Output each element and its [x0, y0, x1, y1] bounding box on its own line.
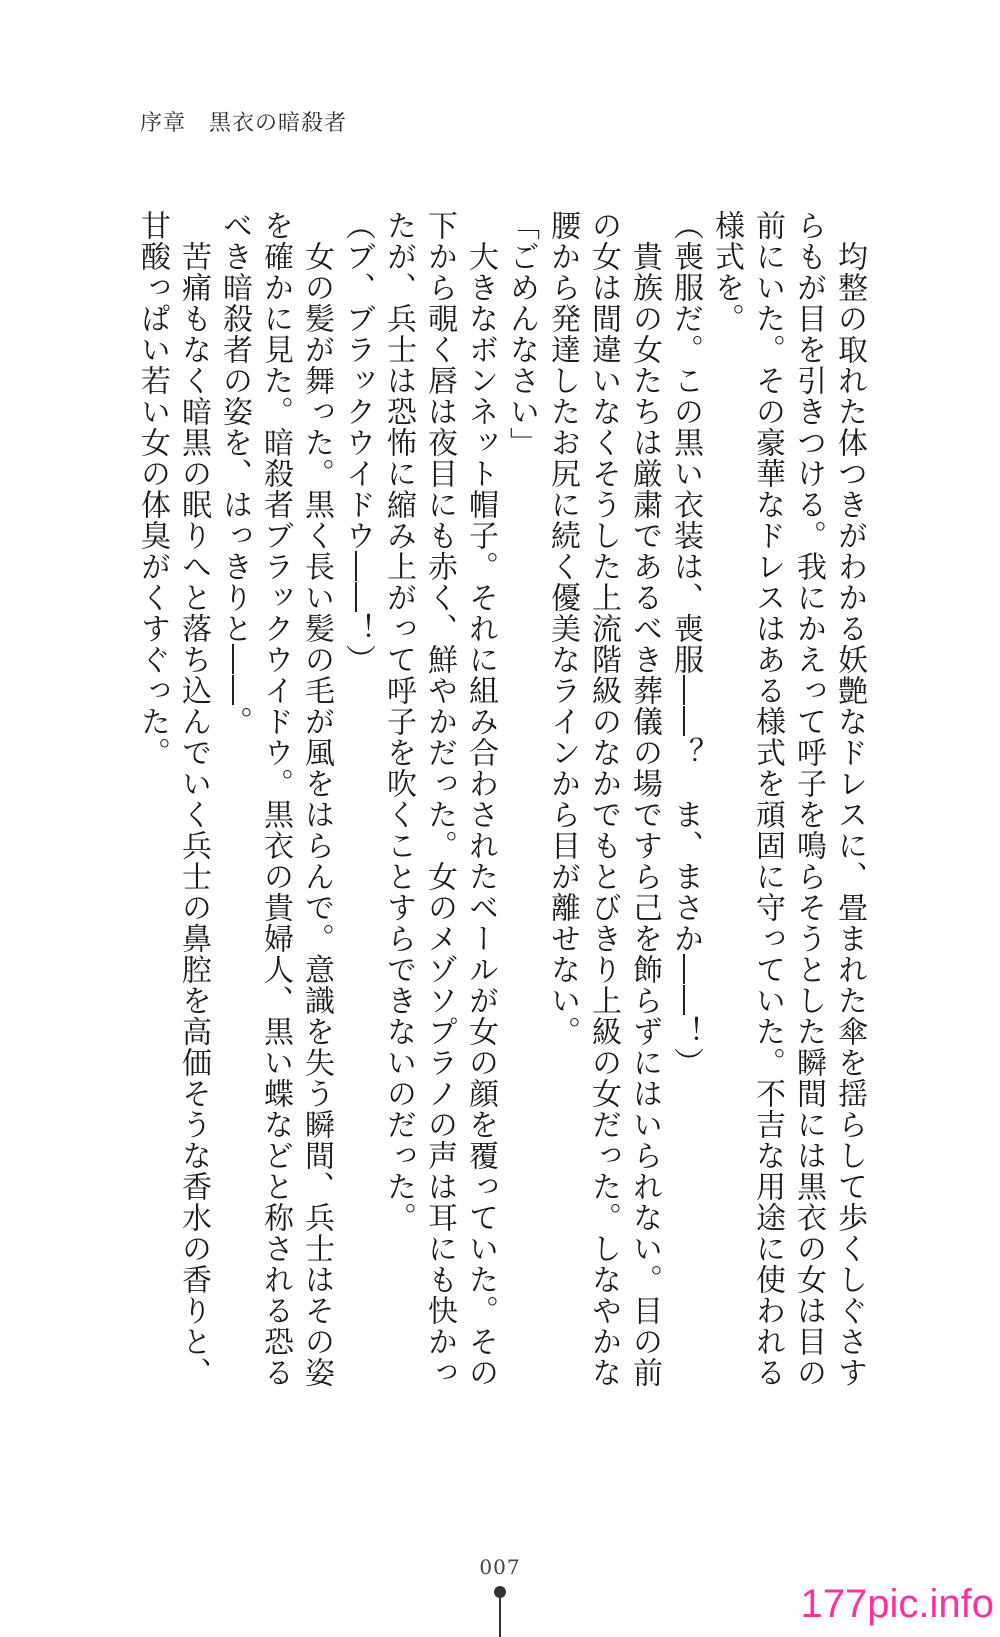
chapter-title: 序章 黒衣の暗殺者	[140, 111, 348, 136]
paragraph: 「ごめんなさい」	[504, 210, 539, 458]
paragraph: 苦痛もなく暗黒の眠りへと落ち込んでいく兵士の鼻腔を高価そうな香水の香りと、甘酸っぱい若い女の体臭がくすぐった。	[135, 210, 211, 1388]
paragraph: （ブ、ブラックウイドウ――！）	[340, 210, 375, 675]
page-marker-dot	[494, 1586, 506, 1598]
watermark-text: 177pic.info	[800, 1582, 994, 1626]
body-text	[132, 210, 870, 1390]
page-number: 007	[479, 1555, 521, 1579]
paragraph: 均整の取れた体つきがわかる妖艶なドレスに、畳まれた傘を揺らして歩くしぐさすらもが目を引きつける。我にかえって呼子を鳴らそうとした瞬間には黒衣の女は目の前にいた。その豪華なドレスはある様式を頑固に守っていた。不吉な用途に使われる様式を。	[709, 210, 867, 1388]
page-marker-line	[499, 1598, 501, 1637]
paragraph: 大きなボンネット帽子。それに組み合わされたベールが女の顔を覆っていた。その下から覗く唇は夜目にも赤く、鮮やかだった。女のメゾソプラノの声は耳にも快かったが、兵士は恐怖に縮み上がって呼子を吹くことすらできないのだった。	[381, 210, 498, 1388]
paragraph: （喪服だ。この黒い衣装は、喪服――？ ま、まさか――！）	[668, 210, 703, 1078]
paragraph: 貴族の女たちは厳粛であるべき葬儀の場ですら己を飾らずにはいられない。目の前の女は間違いなくそうした上流階級のなかでもとびきり上級の女だった。しなやかな腰から発達したお尻に続く優美なラインから目が離せない。	[545, 210, 662, 1388]
paragraph: 女の髪が舞った。黒く長い髪の毛が風をはらんで。意識を失う瞬間、兵士はその姿を確かに見た。暗殺者ブラックウイドウ。黒衣の貴婦人、黒い蝶などと称される恐るべき暗殺者の姿を、はっきりと――。	[217, 210, 334, 1388]
